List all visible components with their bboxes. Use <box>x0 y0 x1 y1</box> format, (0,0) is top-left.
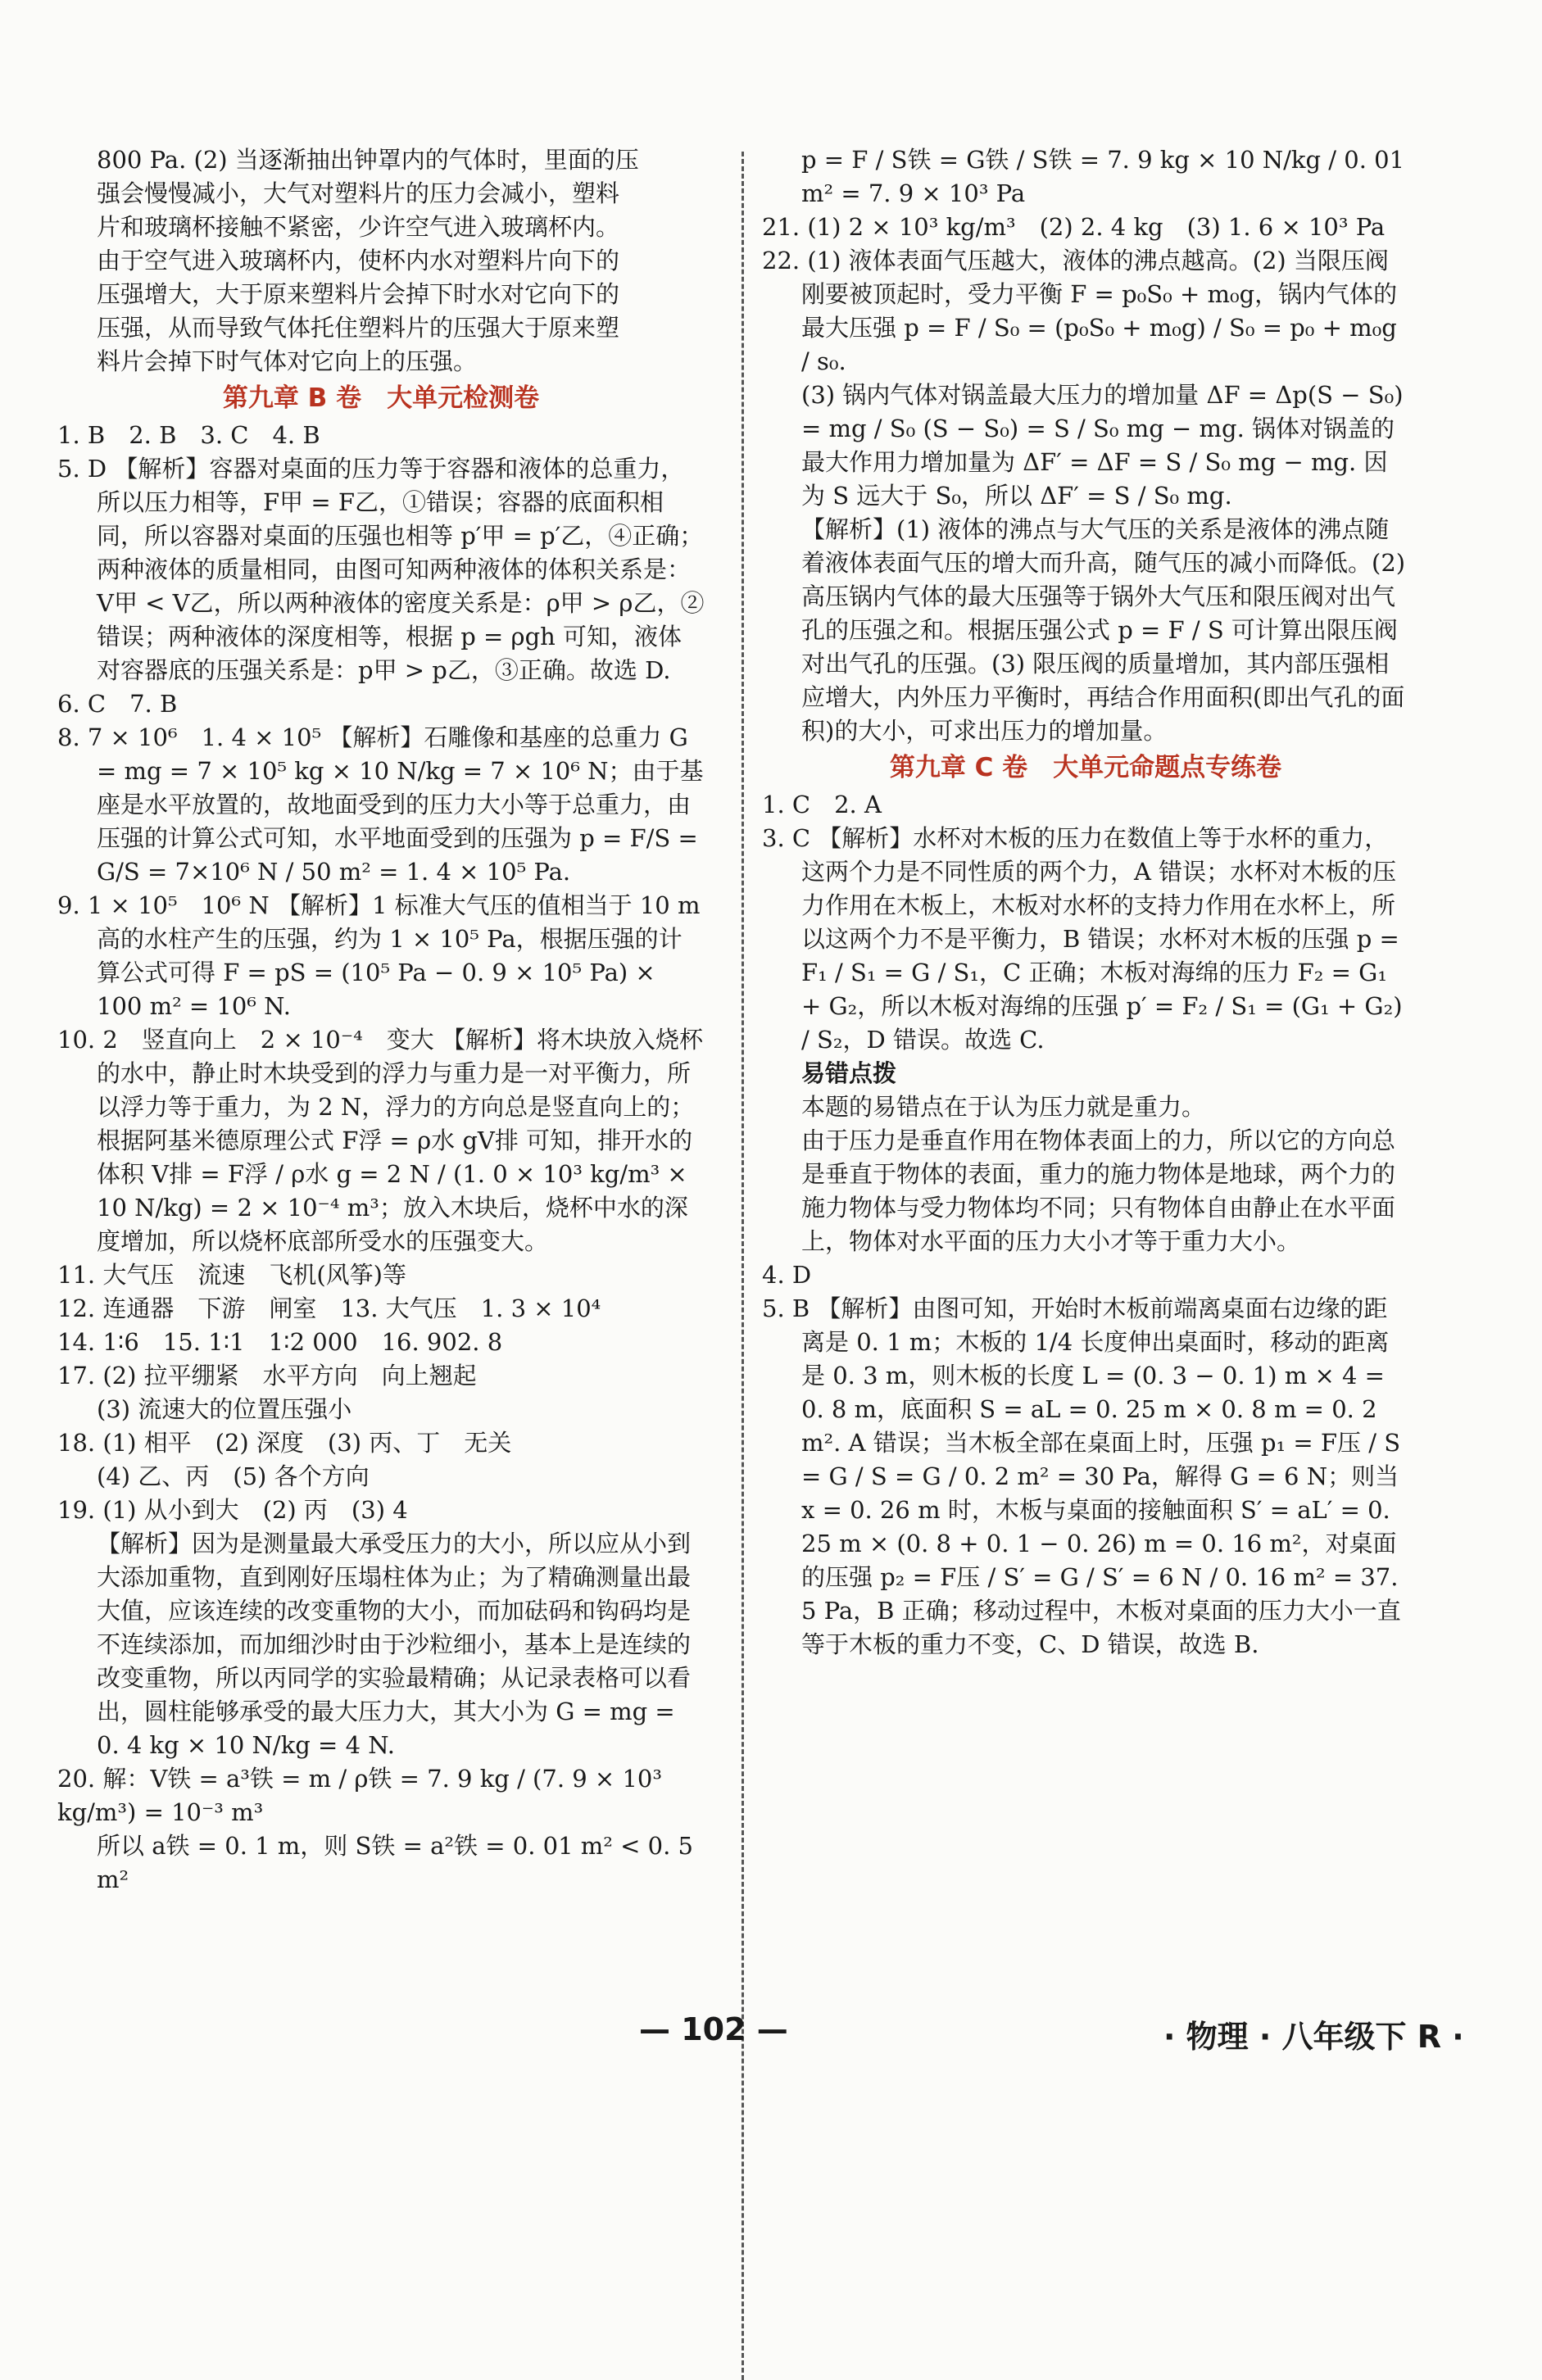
answer-paragraph: 【解析】(1) 液体的沸点与大气压的关系是液体的沸点随着液体表面气压的增大而升高，随气压的减小而降低。(2) 高压锅内气体的最大压强等于锅外大气压和限压阀对出气孔的压强之和。根据压强公式 p = F / S 可计算出限压阀对出气孔的压强。(3) 限压阀的质量增加，其内部压强相应增大，内外压力平衡时，再结合作用面积(即出气孔的面积)的大小，可求出压力的增加量。 <box>801 515 1406 745</box>
answer-paragraph: 9. 1 × 10⁵ 10⁶ N 【解析】1 标准大气压的值相当于 10 m 高的水柱产生的压强，约为 1 × 10⁵ Pa，根据压强的计算公式可得 F = pS = (10⁵ Pa − 0. 9 × 10⁵ Pa) × 100 m² = 10⁶ N. <box>57 891 701 1020</box>
page-number: — 102 — <box>639 2011 788 2047</box>
answer-paragraph: 压强，从而导致气体托住塑料片的压强大于原来塑 <box>97 314 620 342</box>
answer-paragraph: 由于空气进入玻璃杯内，使杯内水对塑料片向下的 <box>97 247 620 274</box>
answer-paragraph: 本题的易错点在于认为压力就是重力。 <box>801 1093 1206 1121</box>
subject-label: · 物理 · 八年级下 R · <box>1163 2019 1464 2055</box>
answer-paragraph: 片和玻璃杯接触不紧密，少许空气进入玻璃杯内。 <box>97 213 620 241</box>
answer-paragraph: 6. C 7. B <box>57 690 178 718</box>
answer-paragraph: 1. C 2. A <box>762 791 882 818</box>
answer-paragraph: 易错点拨 <box>801 1059 897 1087</box>
answer-paragraph: (3) 锅内气体对锅盖最大压力的增加量 ΔF = Δp(S − S₀) = mg / S₀ (S − S₀) = S / S₀ mg − mg. 锅体对锅盖的最大作用力增加量为 ΔF′ = ΔF = S / S₀ mg − mg. 因为 S 远大于 S₀，所以 ΔF′ = S / S₀ mg. <box>801 381 1404 510</box>
answer-paragraph: 800 Pa. (2) 当逐渐抽出钟罩内的气体时，里面的压 <box>97 146 639 174</box>
answer-paragraph: 5. D 【解析】容器对桌面的压力等于容器和液体的总重力，所以压力相等，F甲 = F乙，①错误；容器的底面积相同，所以容器对桌面的压强也相等 p′甲 = p′乙，④正确；两种液体的质量相同，由图可知两种液体的体积关系是：V甲 < V乙，所以两种液体的密度关系是：ρ甲 > ρ乙，②错误；两种液体的深度相等，根据 p = ρgh 可知，液体对容器底的压强关系是：p甲 > p乙，③正确。故选 D. <box>57 455 705 684</box>
section-heading: 第九章 B 卷 大单元检测卷 <box>222 383 540 413</box>
answer-paragraph: 11. 大气压 流速 飞机(风筝)等 <box>57 1261 406 1289</box>
answer-paragraph: 14. 1∶6 15. 1∶1 1∶2 000 16. 902. 8 <box>57 1328 503 1356</box>
answer-paragraph: 20. 解：V铁 = a³铁 = m / ρ铁 = 7. 9 kg / (7. 9 × 10³ kg/m³) = 10⁻³ m³ <box>57 1765 662 1826</box>
answer-paragraph: 【解析】因为是测量最大承受压力的大小，所以应从小到大添加重物，直到刚好压塌柱体为止；为了精确测量出最大值，应该连续的改变重物的大小，而加砝码和钩码均是不连续添加，而加细沙时由于沙粒细小，基本上是连续的改变重物，所以丙同学的实验最精确；从记录表格可以看出，圆柱能够承受的最大压力大，其大小为 G = mg = 0. 4 kg × 10 N/kg = 4 N. <box>97 1530 692 1759</box>
section-heading: 第九章 C 卷 大单元命题点专练卷 <box>889 753 1282 782</box>
answer-paragraph: 12. 连通器 下游 闸室 13. 大气压 1. 3 × 10⁴ <box>57 1294 601 1322</box>
answer-paragraph: 1. B 2. B 3. C 4. B <box>57 421 320 449</box>
answer-paragraph: 强会慢慢减小，大气对塑料片的压力会减小，塑料 <box>97 179 620 207</box>
answer-paragraph: 17. (2) 拉平绷紧 水平方向 向上翘起 <box>57 1362 477 1389</box>
answer-paragraph: 3. C 【解析】水杯对木板的压力在数值上等于水杯的重力，这两个力是不同性质的两个力，A 错误；水杯对木板的压力作用在木板上，木板对水杯的支持力作用在水杯上，所以这两个力不是平衡力，B 错误；水杯对木板的压强 p = F₁ / S₁ = G / S₁，C 正确；木板对海绵的压力 F₂ = G₁ + G₂，所以木板对海绵的压强 p′ = F₂ / S₁ = (G₁ + G₂) / S₂，D 错误。故选 C. <box>762 824 1403 1054</box>
answer-paragraph: 压强增大，大于原来塑料片会掉下时水对它向下的 <box>97 280 620 308</box>
answer-paragraph: 4. D <box>762 1261 812 1289</box>
answer-paragraph: (4) 乙、丙 (5) 各个方向 <box>97 1462 370 1490</box>
answer-paragraph: 5. B 【解析】由图可知，开始时木板前端离桌面右边缘的距离是 0. 1 m；木板的 1/4 长度伸出桌面时，移动的距离是 0. 3 m，则木板的长度 L = (0. 3 − 0. 1) m × 4 = 0. 8 m，底面积 S = aL = 0. 25 m × 0. 8 m = 0. 2 m². A 错误；当木板全部在桌面上时，压强 p₁ = F压 / S = G / S = G / 0. 2 m² = 30 Pa，解得 G = 6 N；则当 x = 0. 26 m 时，木板与桌面的接触面积 S′ = aL′ = 0. 25 m × (0. 8 + 0. 1 − 0. 26) m = 0. 16 m²，对桌面的压强 p₂ = F压 / S′ = G / S′ = 6 N / 0. 16 m² = 37. 5 Pa，B 正确；移动过程中，木板对桌面的压力大小一直等于木板的重力不变，C、D 错误，故选 B. <box>762 1294 1401 1658</box>
answer-paragraph: 18. (1) 相平 (2) 深度 (3) 丙、丁 无关 <box>57 1429 512 1457</box>
answer-paragraph: p = F / S铁 = G铁 / S铁 = 7. 9 kg × 10 N/kg / 0. 01 m² = 7. 9 × 10³ Pa <box>801 146 1405 207</box>
answer-paragraph: 8. 7 × 10⁶ 1. 4 × 10⁵ 【解析】石雕像和基座的总重力 G = mg = 7 × 10⁵ kg × 10 N/kg = 7 × 10⁶ N；由于基座是水平放置的，故地面受到的压力大小等于总重力，由压强的计算公式可知，水平地面受到的压强为 p = F/S = G/S = 7×10⁶ N / 50 m² = 1. 4 × 10⁵ Pa. <box>57 723 704 886</box>
answer-paragraph: 所以 a铁 = 0. 1 m，则 S铁 = a²铁 = 0. 01 m² < 0. 5 m² <box>97 1832 693 1893</box>
answer-paragraph: 10. 2 竖直向上 2 × 10⁻⁴ 变大 【解析】将木块放入烧杯的水中，静止时木块受到的浮力与重力是一对平衡力，所以浮力等于重力，为 2 N，浮力的方向总是竖直向上的；根据阿基米德原理公式 F浮 = ρ水 gV排 可知，排开水的体积 V排 = F浮 / ρ水 g = 2 N / (1. 0 × 10³ kg/m³ × 10 N/kg) = 2 × 10⁻⁴ m³；放入木块后，烧杯中水的深度增加，所以烧杯底部所受水的压强变大。 <box>57 1026 704 1255</box>
answer-paragraph: 19. (1) 从小到大 (2) 丙 (3) 4 <box>57 1496 408 1524</box>
answer-paragraph: (3) 流速大的位置压强小 <box>97 1395 352 1423</box>
answer-paragraph: 由于压力是垂直作用在物体表面上的力，所以它的方向总是垂直于物体的表面，重力的施力物体是地球，两个力的施力物体与受力物体均不同；只有物体自由静止在水平面上，物体对水平面的压力大小才等于重力大小。 <box>801 1127 1396 1255</box>
answer-paragraph: 21. (1) 2 × 10³ kg/m³ (2) 2. 4 kg (3) 1. 6 × 10³ Pa <box>762 213 1386 241</box>
answer-paragraph: 料片会掉下时气体对它向上的压强。 <box>97 347 478 375</box>
left-column <box>57 143 705 1897</box>
answer-paragraph: 22. (1) 液体表面气压越大，液体的沸点越高。(2) 当限压阀刚要被顶起时，受力平衡 F = p₀S₀ + m₀g，锅内气体的最大压强 p = F / S₀ = (p₀S₀ + m₀g) / S₀ = p₀ + m₀g / s₀. <box>762 247 1398 375</box>
right-column <box>762 143 1409 1661</box>
